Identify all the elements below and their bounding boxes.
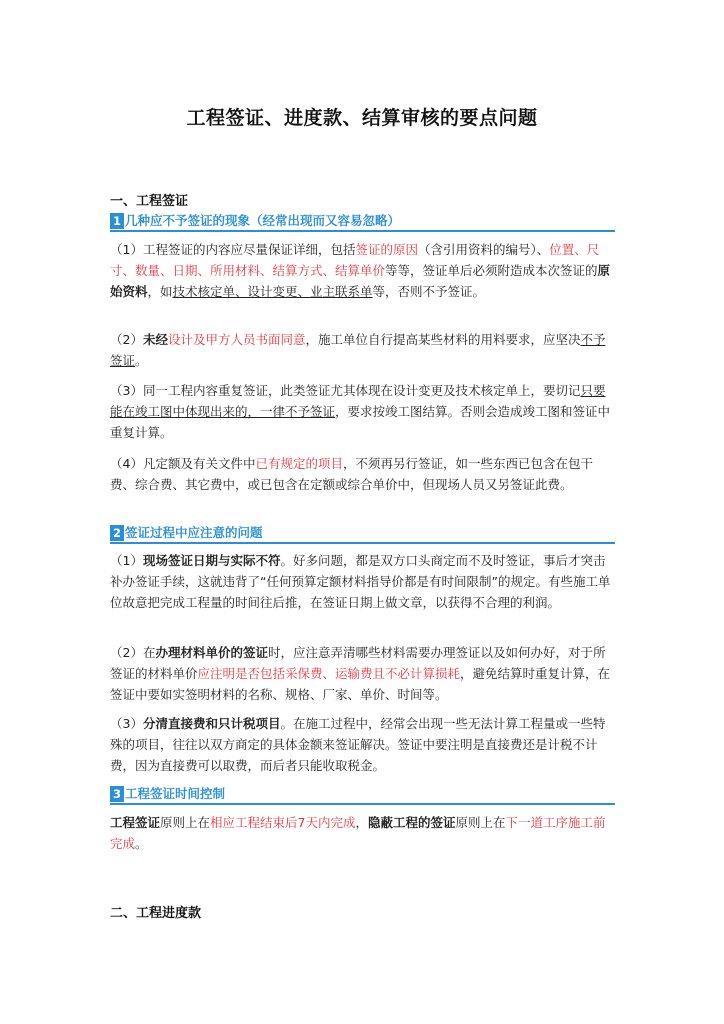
section-header-2	[110, 524, 615, 544]
paragraph-2-1: （1）现场签证日期与实际不符。好多问题，都是双方口头商定而不及时签证，事后才突击补办签证手续，这就违背了“任何预算定额材料指导价都是有时间限制”的规定。有些施工单位故意把完成工程量的时间往后推，在签证日期上做文章，以获得不合理的利润。	[110, 553, 611, 610]
heading-engineering-visa: 一、工程签证	[110, 194, 189, 209]
paragraph-1-4: （4）凡定额及有关文件中已有规定的项目，不须再另行签证，如一些东西已包含在包干费、综合费、其它费中，或已包含在定额或综合单价中，但现场人员又另签证此费。	[110, 456, 593, 492]
paragraph-1-3: （3）同一工程内容重复签证，此类签证尤其体现在设计变更及技术核定单上，要切记只要能在竣工图中体现出来的，一律不予签证，要求按竣工图结算。否则会造成竣工图和签证中重复计算。	[110, 383, 611, 440]
section-number: 1	[110, 213, 124, 229]
paragraph-1-1: （1）工程签证的内容应尽量保证详细，包括签证的原因（含引用资料的编号）、位置、尺寸、数量、日期、所用材料、结算方式、结算单价等等，签证单后必须附造成本次签证的原始资料，如技术核定单、设计变更、业主联系单等，否则不予签证。	[110, 242, 611, 299]
paragraph-1-2: （2）未经设计及甲方人员书面同意，施工单位自行提高某些材料的用料要求，应坚决不予签证。	[110, 332, 606, 368]
section-number: 2	[110, 525, 124, 541]
paragraph-2-3: （3）分清直接费和只计税项目。在施工过程中，经常会出现一些无法计算工程量或一些特殊的项目，往往以双方商定的具体金额来签证解决。签证中要注明是直接费还是计税不计费，因为直接费可以取费，而后者只能收取税金。	[110, 716, 606, 773]
paragraph-3-1: 工程签证原则上在相应工程结束后7天内完成，隐蔽工程的签证原则上在下一道工序施工前完成。	[110, 815, 606, 851]
section-header-3	[110, 785, 615, 805]
section-label: 工程签证时间控制	[125, 786, 226, 801]
section-header-1	[110, 212, 615, 232]
paragraph-2-2: （2）在办理材料单价的签证时，应注意弄清哪些材料需要办理签证以及如何办好，对于所签证的材料单价应注明是否包括采保费、运输费且不必计算损耗，避免结算时重复计算，在签证中要如实签明材料的名称、规格、厂家、单价、时间等。	[110, 645, 611, 702]
section-number: 3	[110, 786, 124, 802]
section-label: 几种应不予签证的现象（经常出现而又容易忽略）	[125, 213, 401, 228]
document-title: 工程签证、进度款、结算审核的要点问题	[186, 107, 538, 129]
heading-progress-payment: 二、工程进度款	[110, 906, 202, 921]
section-label: 签证过程中应注意的问题	[125, 525, 263, 540]
